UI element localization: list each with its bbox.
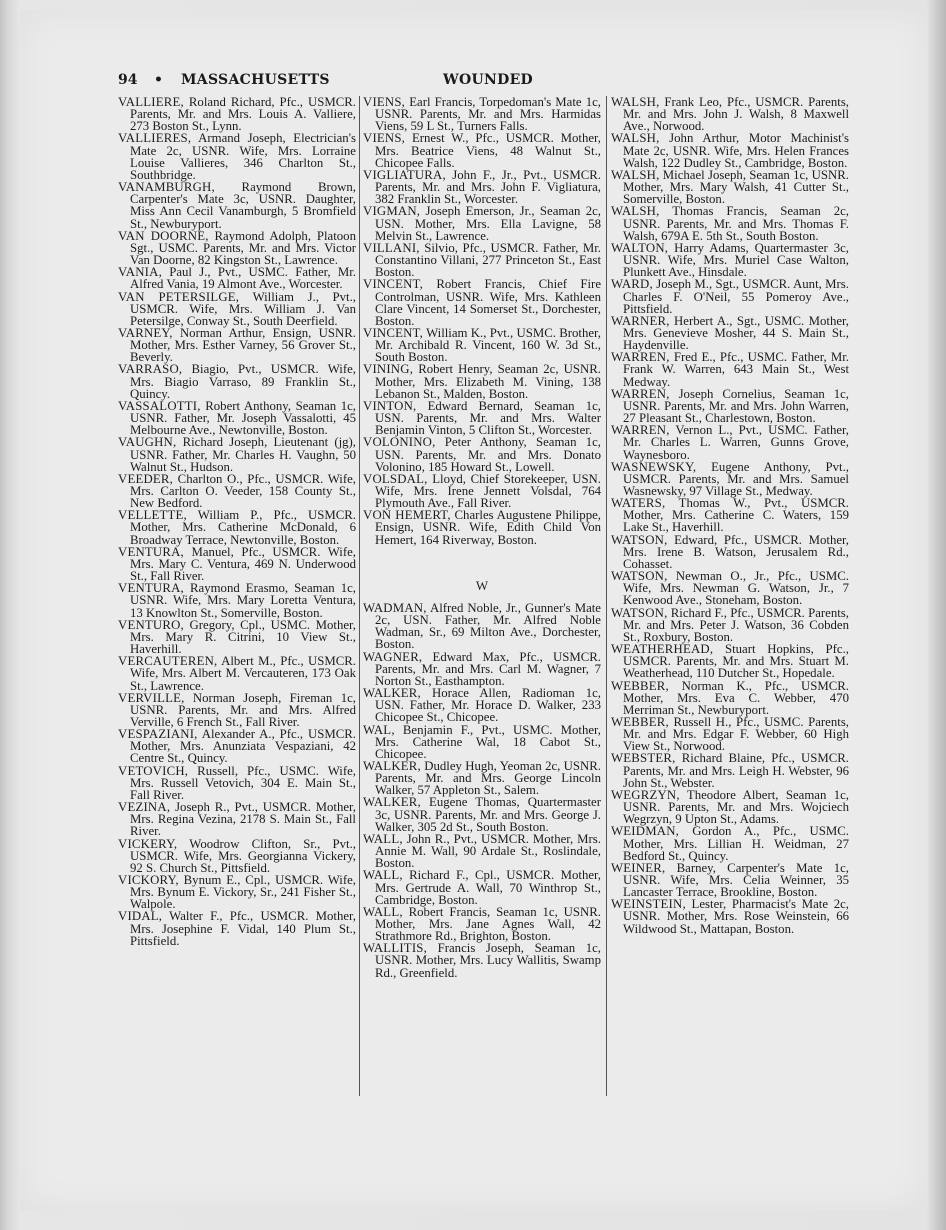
entry-details: Armand Joseph, Electrician's Mate 2c, USNR. Wife, Mrs. Lorraine Louise Vallieres, 346 Charlton St., Southbridge. — [130, 131, 356, 182]
casualty-entry — [611, 752, 849, 788]
casualty-entry — [118, 546, 356, 582]
casualty-entry — [118, 132, 356, 181]
entry-details: Bynum E., Cpl., USMCR. Wife, Mrs. Bynum E. Vickory, Sr., 241 Fisher St., Walpole. — [130, 873, 356, 912]
entry-details: Roland Richard, Pfc., USMCR. Parents, Mr. and Mrs. Louis A. Valliere, 273 Boston St., Lynn. — [130, 95, 356, 134]
surname: VERCAUTEREN, — [118, 654, 218, 669]
casualty-entry — [611, 424, 849, 460]
surname: VINCENT, — [363, 325, 424, 340]
entry-details: Benjamin F., Pvt., USMC. Mother, Mrs. Catherine Wal, 18 Cabot St., Chicopee. — [375, 722, 601, 761]
casualty-entry — [611, 862, 849, 898]
casualty-entry — [363, 942, 601, 978]
casualty-entry — [611, 205, 849, 241]
surname: VENTURO, — [118, 617, 184, 632]
casualty-entry — [118, 655, 356, 691]
entry-details: Thomas W., Pvt., USMCR. Mother, Mrs. Catherine C. Waters, 159 Lake St., Haverhill. — [623, 496, 849, 535]
casualty-entry — [363, 906, 601, 942]
surname: WARREN, — [611, 423, 670, 438]
entry-details: Norman Joseph, Fireman 1c, USNR. Parents, Mr. and Mrs. Alfred Verville, 6 French St., Fall River. — [130, 690, 356, 729]
casualty-entry — [118, 230, 356, 266]
casualty-entry — [611, 643, 849, 679]
casualty-entry — [363, 363, 601, 399]
surname: VENTURA, — [118, 544, 184, 559]
casualty-entry — [118, 765, 356, 801]
entry-details: Dudley Hugh, Yeoman 2c, USNR. Parents, Mr. and Mrs. George Lincoln Walker, 57 Appleton St., Salem. — [375, 758, 601, 798]
surname: VERVILLE, — [118, 690, 185, 705]
surname: VALLIERE, — [118, 95, 184, 109]
entry-details: Robert Henry, Seaman 2c, USNR. Mother, Mrs. Elizabeth M. Vining, 138 Lebanon St., Malden, Boston. — [375, 362, 601, 401]
casualty-entry — [118, 363, 356, 399]
surname: WAL, — [363, 722, 395, 737]
entry-details: Gordon A., Pfc., USMC. Mother, Mrs. Lillian H. Weidman, 27 Bedford St., Quincy. — [623, 824, 849, 863]
entry-details: Peter Anthony, Seaman 1c, USN. Parents, Mr. and Mrs. Donato Volonino, 185 Howard St., Lowell. — [375, 435, 601, 474]
entry-details: Raymond Brown, Carpenter's Mate 3c, USNR. Daughter, Miss Ann Cecil Vanamburgh, 5 Bromfield St., Newburyport. — [130, 180, 356, 231]
surname: VIGMAN, — [363, 204, 421, 219]
surname: VESPAZIANI, — [118, 727, 198, 742]
entry-details: Joseph M., Sgt., USMCR. Aunt, Mrs. Charles F. O'Neil, 55 Pomeroy Ave., Pittsfield. — [623, 277, 849, 316]
entry-details: Earl Francis, Torpedoman's Mate 1c, USNR. Parents, Mr. and Mrs. Harmidas Viens, 59 L St., Turners Falls. — [375, 95, 601, 134]
casualty-entry — [363, 327, 601, 363]
casualty-entry — [363, 760, 601, 796]
surname: WALL, — [363, 868, 403, 883]
entry-details: Raymond Erasmo, Seaman 1c, USNR. Wife, Mrs. Mary Loretta Ventura, 13 Knowlton St., Somerville, Boston. — [130, 581, 356, 620]
surname: VIGLIATURA, — [363, 167, 446, 182]
surname: VOLONINO, — [363, 435, 436, 450]
casualty-entry — [611, 169, 849, 205]
entry-details: Joseph Emerson, Jr., Seaman 2c, USN. Mother, Mrs. Ella Lavigne, 58 Melvin St., Lawrence. — [375, 204, 601, 243]
casualty-entry — [118, 692, 356, 728]
surname: WARREN, — [611, 386, 670, 401]
entry-details: John R., Pvt., USMCR. Mother, Mrs. Annie M. Wall, 90 Ardale St., Roslindale, Boston. — [375, 831, 601, 871]
casualty-entry — [118, 400, 356, 436]
surname: WALL, — [363, 904, 403, 919]
entry-details: Charlton O., Pfc., USMCR. Wife, Mrs. Carlton O. Veeder, 158 County St., New Bedford. — [130, 471, 356, 511]
casualty-entry — [363, 651, 601, 687]
entry-details: Paul J., Pvt., USMC. Father, Mr. Alfred Vania, 19 Almont Ave., Worcester. — [130, 265, 356, 292]
casualty-entry — [118, 619, 356, 655]
casualty-entry — [611, 388, 849, 424]
casualty-entry — [611, 96, 849, 132]
entry-details: Frank Leo, Pfc., USMCR. Parents, Mr. and Mrs. John J. Walsh, 8 Maxwell Ave., Norwood. — [623, 95, 849, 134]
surname: VETOVICH, — [118, 763, 189, 778]
surname: VIENS, — [363, 95, 406, 109]
section-title: WOUNDED — [443, 72, 533, 88]
entry-details: Robert Francis, Chief Fire Controlman, USNR. Wife, Mrs. Kathleen Clare Vincent, 14 Somerset St., Dorchester, Boston. — [375, 277, 601, 328]
surname: VAN PETERSILGE, — [118, 289, 240, 304]
surname: WEGRZYN, — [611, 787, 680, 802]
state-name: MASSACHUSETTS — [181, 72, 330, 88]
entry-details: Biagio, Pvt., USMCR. Wife, Mrs. Biagio Varraso, 89 Franklin St., Quincy. — [130, 362, 356, 401]
entry-details: Norman Arthur, Ensign, USNR. Mother, Mrs. Esther Varney, 56 Grover St., Beverly. — [130, 325, 356, 365]
entry-details: Newman O., Jr., Pfc., USMC. Wife, Mrs. Newman G. Watson, Jr., 7 Kenwood Ave., Stoneham, Boston. — [623, 569, 849, 608]
entry-details: Charles Augustene Philippe, Ensign, USNR. Wife, Edith Child Von Hemert, 164 Riverway, Boston. — [375, 508, 601, 547]
header-bullet: • — [154, 72, 163, 88]
entry-details: Edward Bernard, Seaman 1c, USN. Parents, Mr. and Mrs. Walter Benjamin Vinton, 5 Clifton St., Worcester. — [375, 398, 601, 438]
entry-details: Joseph Cornelius, Seaman 1c, USNR. Parents, Mr. and Mrs. John Warren, 27 Pleasant St., Charlestown, Boston. — [623, 386, 849, 426]
entry-details: Gregory, Cpl., USMC. Mother, Mrs. Mary R. Citrini, 10 View St., Haverhill. — [130, 617, 356, 657]
surname: WEBBER, — [611, 714, 669, 729]
surname: WEBBER, — [611, 678, 669, 693]
entry-details: John Arthur, Motor Machinist's Mate 2c, USNR. Wife, Mrs. Helen Frances Walsh, 122 Dudley St., Cambridge, Boston. — [623, 131, 849, 170]
casualty-entry — [611, 242, 849, 278]
entry-details: Michael Joseph, Seaman 1c, USNR. Mother, Mrs. Mary Walsh, 41 Cutter St., Somerville, Boston. — [623, 167, 849, 207]
entry-details: Alexander A., Pfc., USMCR. Mother, Mrs. Anunziata Vespaziani, 42 Centre St., Quincy. — [130, 727, 356, 766]
entry-details: Robert Anthony, Seaman 1c, USNR. Father, Mr. Joseph Vassalotti, 45 Melbourne Ave., Newtonville, Boston. — [130, 398, 356, 438]
entry-details: Thomas Francis, Seaman 2c, USNR. Parents, Mr. and Mrs. Thomas F. Walsh, 679A E. 5th St., South Boston. — [623, 204, 849, 243]
surname: WALLITIS, — [363, 941, 427, 956]
casualty-entry — [118, 509, 356, 545]
surname: WATSON, — [611, 569, 668, 584]
casualty-entry — [611, 570, 849, 606]
surname: VINTON, — [363, 398, 417, 413]
entry-details: Vernon L., Pvt., USMC. Father, Mr. Charles L. Warren, Gunns Grove, Waynesboro. — [623, 423, 849, 462]
casualty-entry — [363, 509, 601, 545]
surname: WATSON, — [611, 605, 668, 620]
surname: WARNER, — [611, 313, 670, 328]
surname: VINCENT, — [363, 277, 424, 292]
entry-details: Richard Joseph, Lieutenant (jg), USNR. Father, Mr. Charles H. Vaughn, 50 Walnut St., Hudson. — [130, 435, 356, 474]
entry-details: Eugene Thomas, Quartermaster 3c, USNR. Parents, Mr. and Mrs. George J. Walker, 305 2d St., South Boston. — [375, 795, 601, 834]
surname: WEIDMAN, — [611, 824, 680, 839]
surname: VANIA, — [118, 265, 162, 280]
casualty-entry — [363, 473, 601, 509]
casualty-entry — [118, 181, 356, 230]
casualty-entry — [363, 796, 601, 832]
surname: WEINER, — [611, 860, 666, 875]
casualty-entry — [363, 436, 601, 472]
casualty-entry — [611, 607, 849, 643]
entry-details: Francis Joseph, Seaman 1c, USNR. Mother, Mrs. Lucy Wallitis, Swamp Rd., Greenfield. — [375, 941, 601, 980]
page-number: 94 — [118, 72, 138, 88]
surname: VEZINA, — [118, 800, 171, 815]
casualty-entry — [118, 436, 356, 472]
casualty-entry — [611, 132, 849, 168]
casualty-entry — [363, 833, 601, 869]
casualty-entry — [611, 461, 849, 497]
entry-details: Edward Max, Pfc., USMCR. Parents, Mr. and Mrs. Carl M. Wagner, 7 Norton St., Easthampton. — [375, 649, 601, 688]
casualty-entry — [363, 869, 601, 905]
casualty-entry — [611, 534, 849, 570]
surname: WALKER, — [363, 686, 421, 701]
entry-details: Norman K., Pfc., USMCR. Mother, Mrs. Eva C. Webber, 470 Merriman St., Newburyport. — [623, 678, 849, 717]
casualty-entry — [611, 351, 849, 387]
casualty-entry — [118, 96, 356, 132]
entry-details: Russell, Pfc., USMC. Wife, Mrs. Russell Vetovich, 304 E. Main St., Fall River. — [130, 763, 356, 802]
surname: VEEDER, — [118, 471, 174, 486]
casualty-entry — [118, 910, 356, 946]
surname: VANAMBURGH, — [118, 180, 215, 195]
entry-details: William P., Pfc., USMCR. Mother, Mrs. Catherine McDonald, 6 Broadway Terrace, Newtonville, Boston. — [130, 508, 356, 547]
casualty-entry — [118, 801, 356, 837]
surname: WATERS, — [611, 496, 666, 511]
entry-details: Harry Adams, Quartermaster 3c, USNR. Wife, Mrs. Muriel Case Walton, Plunkett Ave., Hinsdale. — [623, 240, 849, 280]
entry-details: Lloyd, Chief Storekeeper, USN. Wife, Mrs. Irene Jennett Volsdal, 764 Plymouth Ave., Fall River. — [375, 471, 601, 511]
casualty-entry — [118, 582, 356, 618]
surname: WAGNER, — [363, 649, 423, 664]
entry-details: Raymond Adolph, Platoon Sgt., USMC. Parents, Mr. and Mrs. Victor Van Doorne, 82 Kingston St., Lawrence. — [130, 228, 356, 268]
surname: WASNEWSKY, — [611, 459, 697, 474]
surname: WADMAN, — [363, 600, 427, 615]
surname: WEATHERHEAD, — [611, 642, 714, 657]
casualty-entry — [363, 400, 601, 436]
casualty-entry — [363, 132, 601, 168]
surname: WATSON, — [611, 532, 668, 547]
entry-details: Woodrow Clifton, Sr., Pvt., USMCR. Wife, Mrs. Georgianna Vickery, 92 S. Church St., Pittsfield. — [130, 836, 356, 875]
section-letter: W — [475, 577, 489, 593]
casualty-entry — [611, 497, 849, 533]
casualty-entry — [363, 205, 601, 241]
entry-details: Walter F., Pfc., USMCR. Mother, Mrs. Josephine F. Vidal, 140 Plum St., Pittsfield. — [130, 909, 356, 948]
surname: WALSH, — [611, 95, 660, 109]
surname: VARRASO, — [118, 362, 183, 377]
surname: VILLANI, — [363, 240, 420, 255]
surname: WALSH, — [611, 131, 660, 146]
entry-details: Albert M., Pfc., USMCR. Wife, Mrs. Albert M. Vercauteren, 173 Oak St., Lawrence. — [130, 654, 356, 693]
entry-details: Theodore Albert, Seaman 1c, USNR. Parents, Mr. and Mrs. Wojciech Wegrzyn, 9 Upton St., Adams. — [623, 787, 849, 827]
casualty-entry — [363, 242, 601, 278]
entry-details: Edward, Pfc., USMCR. Mother, Mrs. Irene B. Watson, Jerusalem Rd., Cohasset. — [623, 532, 849, 571]
casualty-entry — [363, 602, 601, 651]
entry-details: Joseph R., Pvt., USMCR. Mother, Mrs. Regina Vezina, 2178 S. Main St., Fall River. — [130, 800, 356, 839]
surname: VINING, — [363, 362, 414, 377]
casualty-entry — [118, 728, 356, 764]
surname: VON HEMERT, — [363, 508, 451, 523]
surname: VOLSDAL, — [363, 471, 428, 486]
surname: WALL, — [363, 831, 403, 846]
casualty-entry — [118, 874, 356, 910]
surname: VIENS, — [363, 131, 406, 146]
surname: VENTURA, — [118, 581, 184, 596]
casualty-entry — [118, 291, 356, 327]
surname: VAN DOORNE, — [118, 228, 209, 243]
casualty-entry — [118, 327, 356, 363]
surname: WALTON, — [611, 240, 669, 255]
column-divider — [359, 96, 360, 1096]
casualty-entry — [118, 266, 356, 290]
surname: VARNEY, — [118, 325, 173, 340]
entry-details: Silvio, Pfc., USMCR. Father, Mr. Constantino Villani, 277 Princeton St., East Boston. — [375, 240, 601, 280]
casualty-entry — [611, 898, 849, 934]
entry-details: Richard F., Cpl., USMCR. Mother, Mrs. Gertrude A. Wall, 70 Winthrop St., Cambridge, Boston. — [375, 868, 601, 907]
entry-details: Ernest W., Pfc., USMCR. Mother, Mrs. Beatrice Viens, 48 Walnut St., Chicopee Falls. — [375, 131, 601, 170]
column-3 — [611, 96, 849, 935]
column-divider — [606, 96, 607, 1096]
entry-details: Richard Blaine, Pfc., USMCR. Parents, Mr. and Mrs. Leigh H. Webster, 96 John St., Webster. — [623, 751, 849, 790]
surname: VICKERY, — [118, 836, 178, 851]
entry-details: Richard F., Pfc., USMCR. Parents, Mr. and Mrs. Peter J. Watson, 36 Cobden St., Roxbury, Boston. — [623, 605, 849, 644]
surname: WALSH, — [611, 204, 660, 219]
entry-details: Manuel, Pfc., USMCR. Wife, Mrs. Mary C. Ventura, 469 N. Underwood St., Fall River. — [130, 544, 356, 584]
casualty-entry — [611, 716, 849, 752]
surname: WARD, — [611, 277, 653, 292]
entry-details: Horace Allen, Radioman 1c, USN. Father, Mr. Horace D. Walker, 233 Chicopee St., Chicopee. — [375, 686, 601, 725]
entry-details: Stuart Hopkins, Pfc., USMCR. Parents, Mr. and Mrs. Stuart M. Weatherhead, 110 Dutcher St., Hopedale. — [623, 642, 849, 681]
surname: VALLIERES, — [118, 131, 192, 146]
casualty-entry — [363, 687, 601, 723]
column-2 — [363, 96, 601, 979]
entry-details: John F., Jr., Pvt., USMCR. Parents, Mr. and Mrs. John F. Vigliatura, 382 Franklin St., Worcester. — [375, 167, 601, 207]
surname: WEBSTER, — [611, 751, 676, 766]
casualty-entry — [363, 169, 601, 205]
column-1 — [118, 96, 356, 947]
entry-details: Barney, Carpenter's Mate 1c, USNR. Wife, Mrs. Celia Weinner, 35 Lancaster Terrace, Brookline, Boston. — [623, 860, 849, 900]
casualty-entry — [611, 825, 849, 861]
surname: WALSH, — [611, 167, 660, 182]
surname: VIDAL, — [118, 909, 163, 924]
entry-details: Robert Francis, Seaman 1c, USNR. Mother, Mrs. Jane Agnes Wall, 42 Strathmore Rd., Brighton, Boston. — [375, 904, 601, 944]
surname: WALKER, — [363, 795, 421, 810]
casualty-entry — [611, 680, 849, 716]
entry-details: Alfred Noble, Jr., Gunner's Mate 2c, USN. Father, Mr. Alfred Noble Wadman, Sr., 69 Milton Ave., Dorchester, Boston. — [375, 600, 601, 652]
casualty-entry — [611, 789, 849, 825]
entry-details: Herbert A., Sgt., USMC. Mother, Mrs. Genevieve Mosher, 44 S. Main St., Haydenville. — [623, 313, 849, 353]
entry-details: William K., Pvt., USMC. Brother, Mr. Archibald R. Vincent, 160 W. 3d St., South Boston. — [375, 325, 601, 365]
casualty-entry — [363, 96, 601, 132]
entry-details: Lester, Pharmacist's Mate 2c, USNR. Mother, Mrs. Rose Weinstein, 66 Wildwood St., Mattapan, Boston. — [623, 897, 849, 936]
surname: WEINSTEIN, — [611, 897, 686, 912]
casualty-entry — [118, 838, 356, 874]
entry-details: Russell H., Pfc., USMC. Parents, Mr. and Mrs. Edgar F. Webber, 60 High View St., Norwood. — [623, 714, 849, 754]
casualty-entry — [611, 278, 849, 314]
surname: VELLETTE, — [118, 508, 187, 523]
surname: VICKORY, — [118, 873, 179, 887]
casualty-entry — [118, 473, 356, 509]
casualty-entry — [363, 724, 601, 760]
surname: VAUGHN, — [118, 435, 177, 450]
surname: WALKER, — [363, 758, 421, 773]
page-header — [118, 72, 830, 92]
surname: VASSALOTTI, — [118, 398, 201, 413]
entry-details: William J., Pvt., USMCR. Wife, Mrs. William J. Van Petersilge, Conway St., South Deerfield. — [130, 289, 356, 328]
entry-details: Eugene Anthony, Pvt., USMCR. Parents, Mr. and Mrs. Samuel Wasnewsky, 97 Village St., Medway. — [623, 459, 849, 498]
casualty-entry — [363, 278, 601, 327]
entry-details: Fred E., Pfc., USMC. Father, Mr. Frank W. Warren, 643 Main St., West Medway. — [623, 350, 849, 389]
surname: WARREN, — [611, 350, 670, 365]
casualty-entry — [611, 315, 849, 351]
